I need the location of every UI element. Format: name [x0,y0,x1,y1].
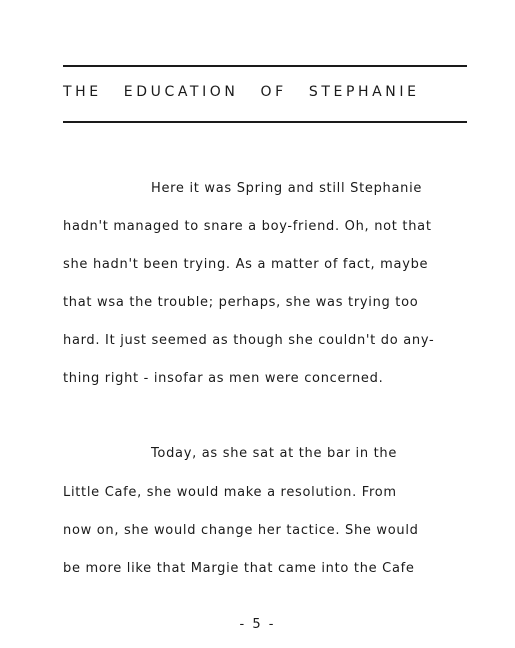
text-line: Today, as she sat at the bar in the [151,446,398,461]
title-rule-bottom [63,121,467,123]
text-line: hadn't managed to snare a boy-friend. Oh, not that [63,219,432,234]
page-number: - 5 - [239,617,276,632]
text-line: she hadn't been trying. As a matter of fact, maybe [63,257,429,272]
text-line: thing right - insofar as men were concerned. [63,371,384,386]
text-line: be more like that Margie that came into the Cafe [63,561,415,576]
text-line: Here it was Spring and still Stephanie [151,181,423,196]
text-line: now on, she would change her tactice. She would [63,523,419,538]
text-line: Little Cafe, she would make a resolution. From [63,485,397,500]
title-rule-top [63,65,467,67]
text-line: hard. It just seemed as though she couldn't do any- [63,333,435,348]
chapter-title: THE EDUCATION OF STEPHANIE [63,84,420,100]
text-line: that wsa the trouble; perhaps, she was trying too [63,295,419,310]
